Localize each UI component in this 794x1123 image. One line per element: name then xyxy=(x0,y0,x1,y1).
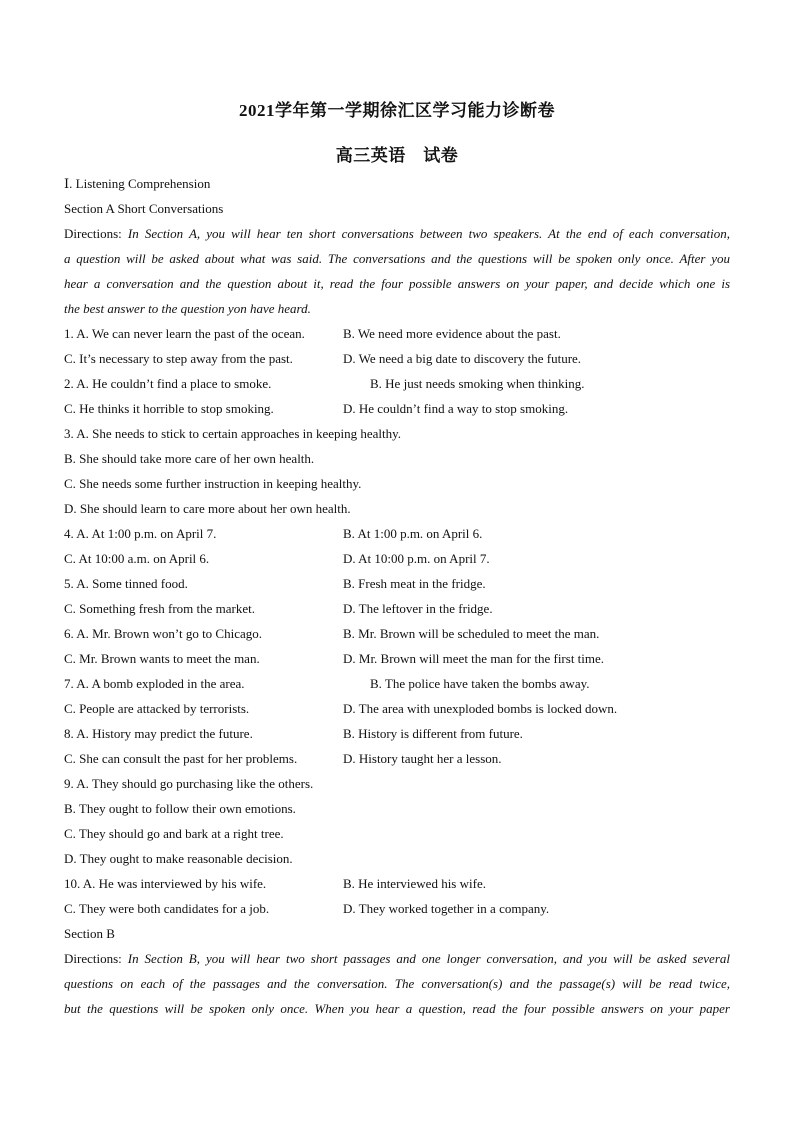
question-row xyxy=(64,771,730,796)
answer-option: D. We need a big date to discovery the future. xyxy=(343,351,582,366)
answer-option: D. History taught her a lesson. xyxy=(343,751,502,766)
answer-option: 4. A. At 1:00 p.m. on April 7. xyxy=(64,526,217,541)
question-row xyxy=(64,471,730,496)
answer-option: D. She should learn to care more about her own health. xyxy=(64,501,351,516)
question-row xyxy=(64,821,730,846)
directions-b-line: questions on each of the passages and the conversation. The conversation(s) and the passage(s) will be read twice, xyxy=(64,976,730,991)
page-subtitle: 高三英语 试卷 xyxy=(335,146,459,165)
answer-option: 1. A. We can never learn the past of the ocean. xyxy=(64,326,305,341)
question-row xyxy=(64,621,730,646)
question-row xyxy=(64,346,730,371)
answer-option: C. He thinks it horrible to stop smoking. xyxy=(64,401,274,416)
question-row xyxy=(64,596,730,621)
answer-option: C. She needs some further instruction in keeping healthy. xyxy=(64,476,362,491)
answer-option: C. They should go and bark at a right tree. xyxy=(64,826,284,841)
answer-option: C. They were both candidates for a job. xyxy=(64,901,270,916)
question-row xyxy=(64,846,730,871)
answer-option: C. Mr. Brown wants to meet the man. xyxy=(64,651,260,666)
question-row xyxy=(64,896,730,921)
answer-option: 6. A. Mr. Brown won’t go to Chicago. xyxy=(64,626,263,641)
question-row xyxy=(64,396,730,421)
directions-label: Directions: xyxy=(64,226,122,241)
answer-option: D. They worked together in a company. xyxy=(343,901,550,916)
answer-option: B. Fresh meat in the fridge. xyxy=(343,576,486,591)
answer-option: B. The police have taken the bombs away. xyxy=(370,676,590,691)
directions-a-line: hear a conversation and the question about it, read the four possible answers on your paper, and decide which one is xyxy=(64,276,730,291)
answer-option: C. She can consult the past for her problems. xyxy=(64,751,298,766)
answer-option: C. People are attacked by terrorists. xyxy=(64,701,250,716)
answer-option: B. He just needs smoking when thinking. xyxy=(370,376,585,391)
question-row xyxy=(64,371,730,396)
directions-a-line: the best answer to the question yon have heard. xyxy=(64,301,311,316)
directions-a-line: a question will be asked about what was said. The conversations and the questions will be spoken only once. After you xyxy=(64,251,730,266)
answer-option: D. The leftover in the fridge. xyxy=(343,601,493,616)
directions-a-line xyxy=(64,221,730,246)
directions-text: In Section B, you will hear two short passages and one longer conversation, and you will be asked several xyxy=(127,951,730,966)
directions-b-line: but the questions will be spoken only once. When you hear a question, read the four possible answers on your paper xyxy=(64,1001,730,1016)
answer-option: D. The area with unexploded bombs is locked down. xyxy=(343,701,618,716)
directions-label: Directions: xyxy=(64,951,122,966)
answer-option: C. Something fresh from the market. xyxy=(64,601,255,616)
page-title: 2021学年第一学期徐汇区学习能力诊断卷 xyxy=(239,101,555,120)
answer-option: B. At 1:00 p.m. on April 6. xyxy=(343,526,483,541)
question-row xyxy=(64,546,730,571)
question-row xyxy=(64,446,730,471)
question-row xyxy=(64,746,730,771)
answer-option: D. At 10:00 p.m. on April 7. xyxy=(343,551,490,566)
answer-option: B. She should take more care of her own health. xyxy=(64,451,315,466)
answer-option: 5. A. Some tinned food. xyxy=(64,576,188,591)
answer-option: D. He couldn’t find a way to stop smoking. xyxy=(343,401,569,416)
answer-option: B. Mr. Brown will be scheduled to meet the man. xyxy=(343,626,600,641)
answer-option: B. They ought to follow their own emotions. xyxy=(64,801,296,816)
part-heading: Ⅰ. Listening Comprehension xyxy=(64,176,211,191)
question-row xyxy=(64,496,730,521)
question-row xyxy=(64,696,730,721)
question-row xyxy=(64,796,730,821)
section-b-heading: Section B xyxy=(64,926,115,941)
question-row xyxy=(64,871,730,896)
answer-option: 3. A. She needs to stick to certain approaches in keeping healthy. xyxy=(64,426,402,441)
answer-option: C. It’s necessary to step away from the past. xyxy=(64,351,293,366)
question-row xyxy=(64,721,730,746)
directions-b-line xyxy=(64,946,730,971)
answer-option: B. He interviewed his wife. xyxy=(343,876,486,891)
answer-option: D. Mr. Brown will meet the man for the first time. xyxy=(343,651,605,666)
answer-option: B. History is different from future. xyxy=(343,726,523,741)
answer-option: 7. A. A bomb exploded in the area. xyxy=(64,676,245,691)
section-a-heading: Section A Short Conversations xyxy=(64,201,224,216)
answer-option: C. At 10:00 a.m. on April 6. xyxy=(64,551,210,566)
answer-option: D. They ought to make reasonable decision. xyxy=(64,851,293,866)
answer-option: 9. A. They should go purchasing like the others. xyxy=(64,776,314,791)
answer-option: 8. A. History may predict the future. xyxy=(64,726,253,741)
question-row xyxy=(64,646,730,671)
question-row xyxy=(64,521,730,546)
directions-text: In Section A, you will hear ten short conversations between two speakers. At the end of each conversation, xyxy=(127,226,730,241)
question-row xyxy=(64,571,730,596)
question-row xyxy=(64,321,730,346)
answer-option: 2. A. He couldn’t find a place to smoke. xyxy=(64,376,272,391)
answer-option: 10. A. He was interviewed by his wife. xyxy=(64,876,267,891)
answer-option: B. We need more evidence about the past. xyxy=(343,326,561,341)
question-row xyxy=(64,671,730,696)
question-row xyxy=(64,421,730,446)
